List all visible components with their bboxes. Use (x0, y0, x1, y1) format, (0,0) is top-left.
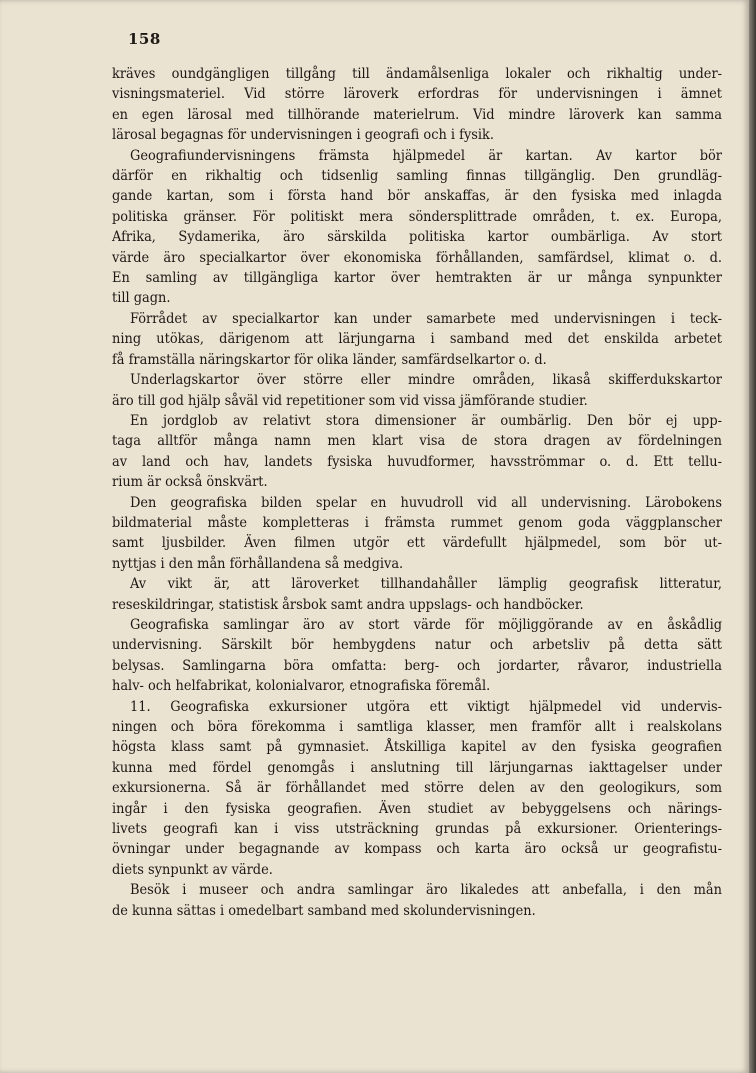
body-text (112, 64, 722, 921)
paragraph (112, 309, 722, 370)
paragraph (112, 493, 722, 575)
text-line: Av vikt är, att läroverket tillhandahåller lämplig geografisk litteratur, (130, 576, 722, 593)
text-line: övningar under begagnande av kompass och karta äro också ur geografistu- (112, 841, 722, 858)
text-line: rium är också önskvärt. (112, 474, 268, 491)
text-line: Besök i museer och andra samlingar äro likaledes att anbefalla, i den mån (130, 882, 722, 899)
text-line: Afrika, Sydamerika, äro särskilda politiska kartor oumbärliga. Av stort (112, 229, 722, 246)
paragraph (112, 146, 722, 309)
text-line: få framställa näringskartor för olika länder, samfärdselkartor o. d. (112, 351, 547, 368)
text-line: En jordglob av relativt stora dimensioner är oumbärlig. Den bör ej upp- (130, 412, 722, 429)
text-line: bildmaterial måste kompletteras i främsta rummet genom goda väggplanscher (112, 514, 722, 531)
text-line: belysas. Samlingarna böra omfatta: berg- och jordarter, råvaror, industriella (112, 657, 722, 674)
text-line: 11. Geografiska exkursioner utgöra ett viktigt hjälpmedel vid undervis- (130, 698, 722, 715)
text-line: ning utökas, därigenom att lärjungarna i samband med det enskilda arbetet (112, 331, 722, 348)
text-line: äro till god hjälp såväl vid repetitioner som vid vissa jämförande studier. (112, 392, 588, 409)
paragraph (112, 411, 722, 493)
text-line: av land och hav, landets fysiska huvudformer, havsströmmar o. d. Ett tellu- (112, 453, 722, 470)
text-line: kunna med fördel genomgås i anslutning till lärjungarnas iakttagelser under (112, 759, 722, 776)
paragraph (112, 697, 722, 881)
text-line: exkursionerna. Så är förhållandet med större delen av den geologikurs, som (112, 780, 722, 797)
text-line: diets synpunkt av värde. (112, 861, 273, 878)
text-line: ningen och böra förekomma i samtliga klasser, men framför allt i realskolans (112, 719, 722, 735)
text-line: en egen lärosal med tillhörande materielrum. Vid mindre läroverk kan samma (112, 106, 722, 123)
page-number: 158 (128, 30, 161, 48)
text-line: Den geografiska bilden spelar en huvudroll vid all undervisning. Lärobokens (130, 494, 722, 511)
paragraph (112, 64, 722, 146)
text-line: livets geografi kan i viss utsträckning grundas på exkursioner. Orienterings- (112, 821, 722, 838)
text-line: de kunna sättas i omedelbart samband med skolundervisningen. (112, 902, 536, 919)
text-line: En samling av tillgängliga kartor över hemtrakten är ur många synpunkter (112, 270, 722, 287)
scan-edge (749, 0, 756, 1073)
text-line: värde äro specialkartor över ekonomiska förhållanden, samfärdsel, klimat o. d. (112, 249, 722, 266)
text-line: Geografiundervisningens främsta hjälpmedel är kartan. Av kartor bör (130, 147, 722, 164)
text-line: ingår i den fysiska geografien. Även studiet av bebyggelsens och närings- (112, 800, 722, 817)
text-line: undervisning. Särskilt bör hembygdens natur och arbetsliv på detta sätt (112, 637, 722, 654)
text-line: Förrådet av specialkartor kan under samarbete med undervisningen i teck- (130, 310, 722, 327)
text-line: halv- och helfabrikat, kolonialvaror, etnografiska föremål. (112, 678, 491, 695)
text-line: Underlagskartor över större eller mindre områden, likaså skifferdukskartor (130, 372, 722, 389)
text-line: högsta klass samt på gymnasiet. Åtskilliga kapitel av den fysiska geografien (112, 739, 722, 756)
text-line: reseskildringar, statistisk årsbok samt andra uppslags- och handböcker. (112, 596, 584, 613)
text-line: till gagn. (112, 290, 171, 307)
paragraph (112, 574, 722, 615)
text-line: därför en rikhaltig och tidsenlig samling finnas tillgänglig. Den grundläg- (112, 168, 722, 185)
text-line: gande kartan, som i första hand bör anskaffas, är den fysiska med inlagda (112, 188, 722, 205)
text-line: visningsmateriel. Vid större läroverk erfordras för undervisningen i ämnet (112, 86, 722, 103)
text-line: samt ljusbilder. Även filmen utgör ett värdefullt hjälpmedel, som bör ut- (112, 535, 722, 552)
text-line: lärosal begagnas för undervisningen i geografi och i fysik. (112, 127, 494, 144)
paragraph (112, 880, 722, 921)
text-line: Geografiska samlingar äro av stort värde för möjliggörande av en åskådlig (130, 616, 722, 633)
text-line: taga alltför många namn men klart visa de stora dragen av fördelningen (112, 433, 722, 450)
text-line: nyttjas i den mån förhållandena så medgiva. (112, 555, 404, 572)
text-line: politiska gränser. För politiskt mera söndersplittrade områden, t. ex. Europa, (112, 208, 722, 225)
paragraph (112, 615, 722, 697)
paragraph (112, 370, 722, 411)
text-line: kräves oundgängligen tillgång till ändamålsenliga lokaler och rikhaltig under- (112, 66, 722, 82)
